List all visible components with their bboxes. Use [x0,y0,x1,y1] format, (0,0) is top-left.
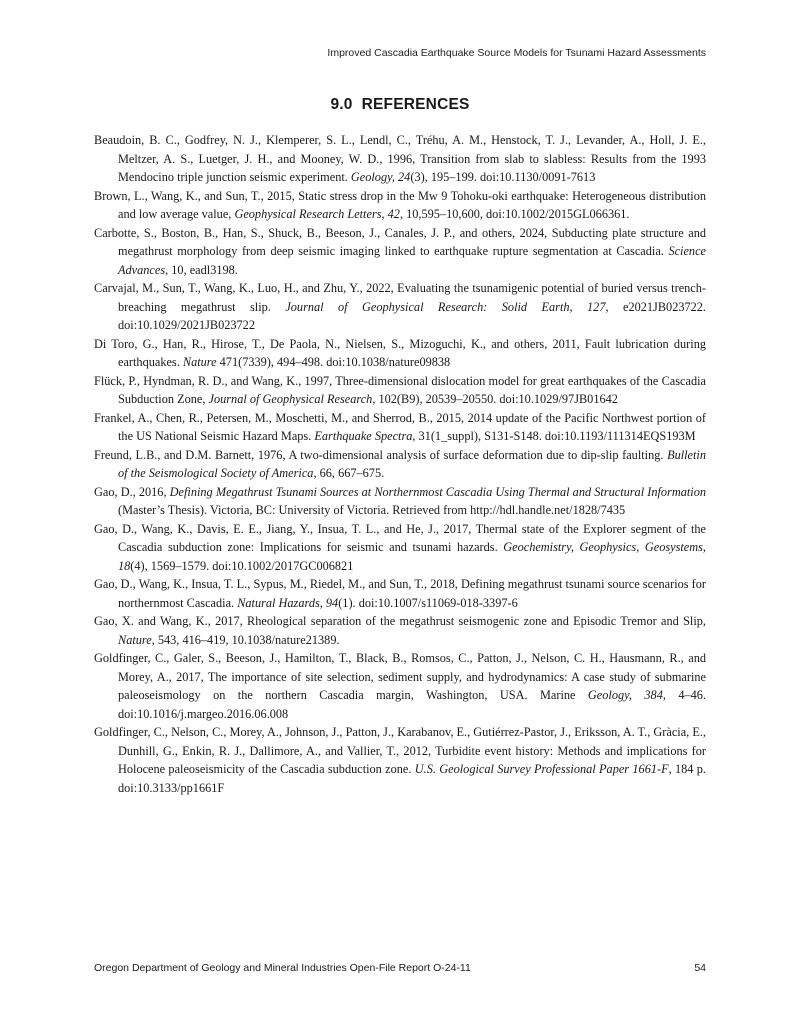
section-title [0,96,800,114]
footer-report: Oregon Department of Geology and Mineral Industries Open-File Report O-24-11 [94,962,471,974]
section-heading: REFERENCES [361,96,470,113]
running-header: Improved Cascadia Earthquake Source Models for Tsunami Hazard Assessments [327,47,706,59]
reference-entry: Carvajal, M., Sun, T., Wang, K., Luo, H., and Zhu, Y., 2022, Evaluating the tsunamigenic potential of buried versus trench-breaching megathrust slip. Journal of Geophysical Research: Solid Earth, 127, e2021JB023722. doi:10.1029/2021JB023722 [94,281,707,332]
reference-entry: Gao, D., Wang, K., Insua, T. L., Sypus, M., Riedel, M., and Sun, T., 2018, Defining megathrust tsunami source scenarios for northernmost Cascadia. Natural Hazards, 94(1). doi:10.1007/s11069-018-3397-6 [94,577,706,610]
reference-entry: Frankel, A., Chen, R., Petersen, M., Moschetti, M., and Sherrod, B., 2015, 2014 update of the Pacific Northwest portion of the US National Seismic Hazard Maps. Earthquake Spectra, 31(1_suppl), S131-S148. doi:10.1193/111314EQS193M [94,410,706,443]
section-number: 9.0 [330,96,353,113]
reference-entry: Di Toro, G., Han, R., Hirose, T., De Paola, N., Nielsen, S., Mizoguchi, K., and others, 2011, Fault lubrication during earthquakes. Nature 471(7339), 494–498. doi:10.1038/nature09838 [94,336,706,369]
reference-entry: Gao, D., Wang, K., Davis, E. E., Jiang, Y., Insua, T. L., and He, J., 2017, Thermal state of the Explorer segment of the Cascadia subduction zone: Implications for seismic and tsunami hazards. Geochemistry, Geophysics, Geosystems, 18(4), 1569–1579. doi:10.1002/2017GC006821 [94,521,706,573]
reference-entry: Beaudoin, B. C., Godfrey, N. J., Klemperer, S. L., Lendl, C., Tréhu, A. M., Henstock, T. J., Levander, A., Holl, J. E., Meltzer, A. S., Luetger, J. H., and Mooney, W. D., 1996, Transition from slab to slabless: Results from the 1993 Mendocino triple junction seismic experiment. Geology, 24(3), 195–199. doi:10.1130/0091-7613 [94,133,706,184]
reference-entry: Gao, X. and Wang, K., 2017, Rheological separation of the megathrust seismogenic zone and Episodic Tremor and Slip, Nature, 543, 416–419, 10.1038/nature21389. [94,614,706,647]
page-number: 54 [694,962,706,974]
reference-entry: Gao, D., 2016, Defining Megathrust Tsunami Sources at Northernmost Cascadia Using Thermal and Structural Information (Master’s Thesis). Victoria, BC: University of Victoria. Retrieved from http://hdl.handle.net/1828/7435 [94,484,707,517]
reference-entry: Goldfinger, C., Nelson, C., Morey, A., Johnson, J., Patton, J., Karabanov, E., Gutiérrez-Pastor, J., Eriksson, A. T., Gràcia, E., Dunhill, G., Enkin, R. J., Dallimore, A., and Vallier, T., 2012, Turbidite event history: Methods and implications for Holocene paleoseismicity of the Cascadia subduction zone. U.S. Geological Survey Professional Paper 1661-F, 184 p. doi:10.3133/pp1661F [94,725,706,795]
reference-entry: Freund, L.B., and D.M. Barnett, 1976, A two-dimensional analysis of surface deformation due to dip-slip faulting. Bulletin of the Seismological Society of America, 66, 667–675. [94,447,706,480]
reference-entry: Flück, P., Hyndman, R. D., and Wang, K., 1997, Three-dimensional dislocation model for great earthquakes of the Cascadia Subduction Zone, Journal of Geophysical Research, 102(B9), 20539–20550. doi:10.1029/97JB01642 [94,373,706,406]
reference-entry: Carbotte, S., Boston, B., Han, S., Shuck, B., Beeson, J., Canales, J. P., and others, 2024, Subducting plate structure and megathrust morphology from deep seismic imaging linked to earthquake rupture segmentation at Cascadia. Science Advances, 10, eadl3198. [94,225,706,277]
reference-entry: Goldfinger, C., Galer, S., Beeson, J., Hamilton, T., Black, B., Romsos, C., Patton, J., Nelson, C. H., Hausmann, R., and Morey, A., 2017, The importance of site selection, sediment supply, and hydrodynamics: A case study of submarine paleoseismology on the northern Cascadia margin, Washington, USA. Marine Geology, 384, 4–46. doi:10.1016/j.margeo.2016.06.008 [94,651,707,721]
reference-entry: Brown, L., Wang, K., and Sun, T., 2015, Static stress drop in the Mw 9 Tohoku-oki earthquake: Heterogeneous distribution and low average value, Geophysical Research Letters, 42, 10,595–10,600, doi:10.1002/2015GL066361. [94,188,706,221]
reference-list [94,131,706,797]
